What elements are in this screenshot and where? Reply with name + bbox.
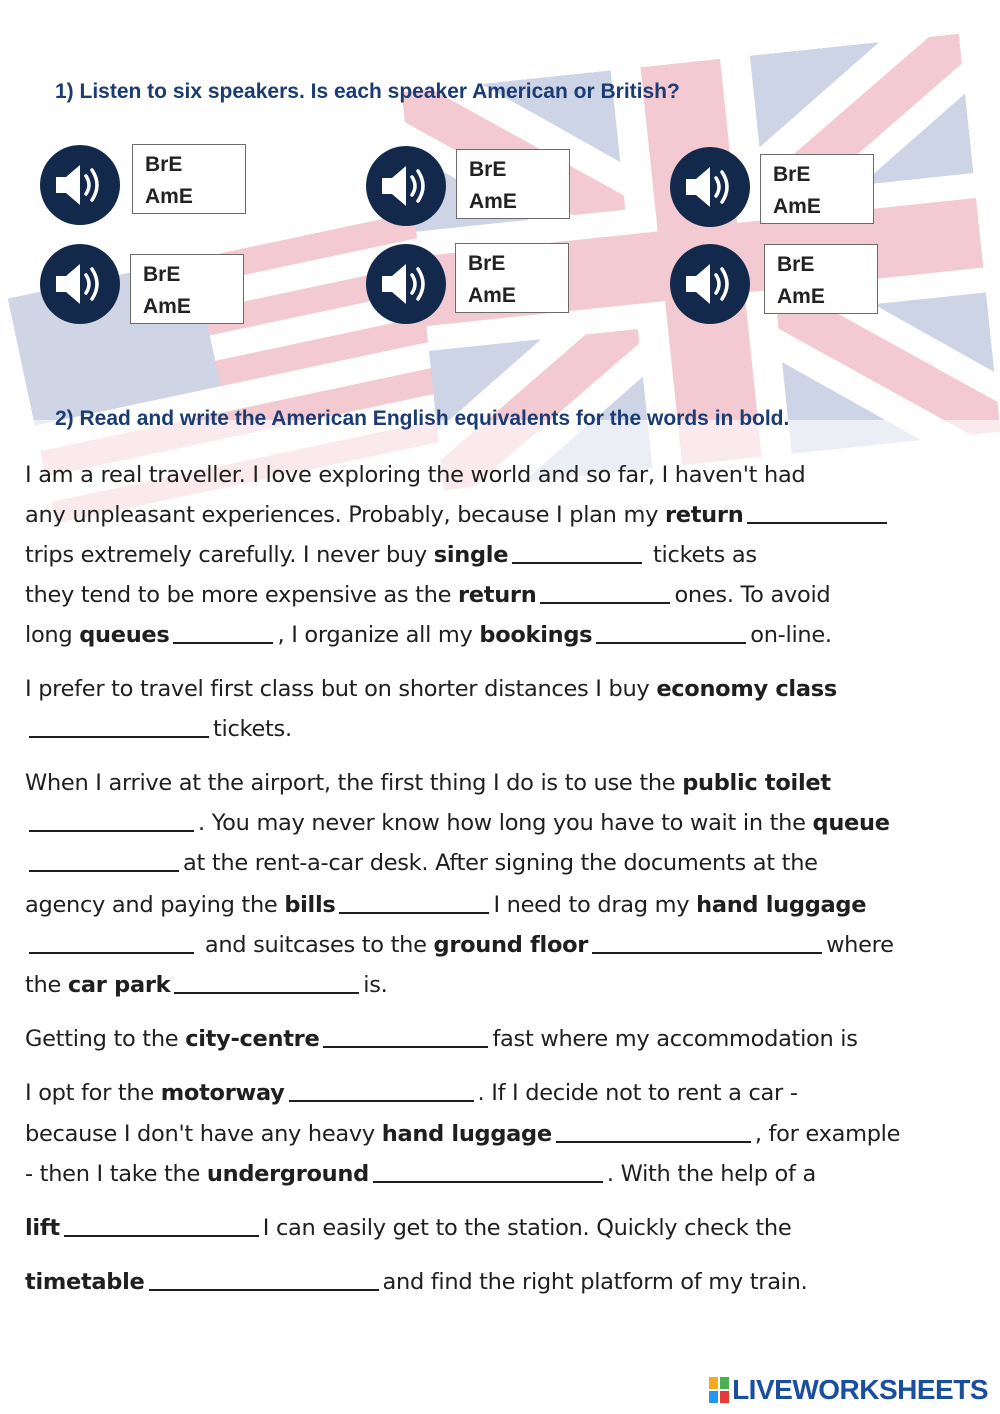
answer-blank[interactable] bbox=[747, 504, 887, 524]
passage-text: I opt for the bbox=[25, 1080, 161, 1106]
speaker-5-answer-box bbox=[455, 243, 569, 313]
passage-line bbox=[25, 502, 891, 528]
bold-word: public toilet bbox=[682, 770, 831, 796]
passage-line bbox=[25, 1269, 807, 1295]
answer-blank[interactable] bbox=[556, 1123, 751, 1143]
passage-text: and suitcases to the bbox=[198, 932, 434, 958]
passage-line bbox=[25, 582, 830, 608]
bold-word: queue bbox=[812, 810, 890, 836]
brand-name: LIVEWORKSHEETS bbox=[732, 1374, 988, 1405]
answer-blank[interactable] bbox=[29, 852, 179, 872]
speaker-2-answer-box bbox=[456, 149, 570, 219]
brand-logo bbox=[709, 1374, 988, 1406]
option-bre[interactable]: BrE bbox=[773, 163, 811, 186]
passage-line bbox=[25, 462, 805, 488]
speaker-3-play-button[interactable] bbox=[670, 147, 750, 227]
bold-word: bookings bbox=[479, 622, 593, 648]
option-ame[interactable]: AmE bbox=[143, 295, 191, 318]
option-bre[interactable]: BrE bbox=[777, 253, 815, 276]
bold-word: hand luggage bbox=[696, 892, 867, 918]
passage-line bbox=[25, 1215, 791, 1241]
answer-blank[interactable] bbox=[512, 544, 642, 564]
option-ame[interactable]: AmE bbox=[773, 195, 821, 218]
section-1-heading: 1) Listen to six speakers. Is each speaker American or British? bbox=[55, 80, 680, 103]
bold-word: ground floor bbox=[433, 932, 589, 958]
passage-text: Getting to the bbox=[25, 1026, 186, 1052]
answer-blank[interactable] bbox=[596, 624, 746, 644]
passage-text: I need to drag my bbox=[493, 892, 697, 918]
passage-text: I can easily get to the station. Quickly check the bbox=[262, 1215, 792, 1241]
answer-blank[interactable] bbox=[64, 1217, 259, 1237]
answer-blank[interactable] bbox=[540, 584, 670, 604]
answer-blank[interactable] bbox=[339, 894, 489, 914]
answer-blank[interactable] bbox=[323, 1028, 488, 1048]
passage-line bbox=[25, 932, 894, 958]
passage-text: . You may never know how long you have to wait in the bbox=[198, 810, 813, 836]
speaker-6-play-button[interactable] bbox=[670, 244, 750, 324]
answer-blank[interactable] bbox=[289, 1082, 474, 1102]
passage-text: the bbox=[25, 972, 68, 998]
passage-text: I prefer to travel first class but on shorter distances I buy bbox=[25, 676, 657, 702]
option-bre[interactable]: BrE bbox=[143, 263, 181, 286]
speaker-4-play-button[interactable] bbox=[40, 244, 120, 324]
passage-line bbox=[25, 676, 837, 702]
passage-line bbox=[25, 622, 832, 648]
passage-text: fast where my accommodation is bbox=[492, 1026, 858, 1052]
passage-line bbox=[25, 892, 866, 918]
bold-word: bills bbox=[284, 892, 336, 918]
speaker-icon bbox=[378, 162, 434, 210]
option-bre[interactable]: BrE bbox=[469, 158, 507, 181]
speaker-icon bbox=[378, 260, 434, 308]
speaker-3-answer-box bbox=[760, 154, 874, 224]
passage-text: trips extremely carefully. I never buy bbox=[25, 542, 434, 568]
answer-blank[interactable] bbox=[373, 1163, 603, 1183]
passage-text: . With the help of a bbox=[606, 1161, 816, 1187]
passage-line bbox=[25, 850, 818, 876]
passage-text: agency and paying the bbox=[25, 892, 285, 918]
speaker-5-play-button[interactable] bbox=[366, 244, 446, 324]
passage-line bbox=[25, 1121, 900, 1147]
option-bre[interactable]: BrE bbox=[145, 153, 183, 176]
passage-text: I am a real traveller. I love exploring the world and so far, I haven't had bbox=[25, 462, 806, 488]
answer-blank[interactable] bbox=[174, 974, 359, 994]
liveworksheets-mark-icon bbox=[709, 1377, 729, 1403]
passage-text: . If I decide not to rent a car - bbox=[477, 1080, 798, 1106]
answer-blank[interactable] bbox=[29, 718, 209, 738]
passage-text: tickets as bbox=[646, 542, 757, 568]
passage-text: When I arrive at the airport, the first thing I do is to use the bbox=[25, 770, 683, 796]
answer-blank[interactable] bbox=[592, 934, 822, 954]
passage-text: and find the right platform of my train. bbox=[382, 1269, 808, 1295]
bold-word: return bbox=[457, 582, 537, 608]
passage-line bbox=[25, 810, 890, 836]
answer-blank[interactable] bbox=[29, 812, 194, 832]
section-2-heading: 2) Read and write the American English equivalents for the words in bold. bbox=[55, 407, 790, 430]
speaker-icon bbox=[682, 260, 738, 308]
passage-text: is. bbox=[363, 972, 388, 998]
bold-word: city-centre bbox=[185, 1026, 320, 1052]
option-bre[interactable]: BrE bbox=[468, 252, 506, 275]
passage-text: any unpleasant experiences. Probably, because I plan my bbox=[25, 502, 665, 528]
speaker-1-play-button[interactable] bbox=[40, 145, 120, 225]
passage-line bbox=[25, 542, 757, 568]
answer-blank[interactable] bbox=[29, 934, 194, 954]
passage-text: they tend to be more expensive as the bbox=[25, 582, 458, 608]
bold-word: queues bbox=[79, 622, 170, 648]
passage-text: because I don't have any heavy bbox=[25, 1121, 382, 1147]
passage-line bbox=[25, 1026, 858, 1052]
bold-word: underground bbox=[206, 1161, 369, 1187]
bold-word: timetable bbox=[25, 1269, 145, 1295]
bold-word: economy class bbox=[656, 676, 837, 702]
option-ame[interactable]: AmE bbox=[468, 284, 516, 307]
passage-text: , for example bbox=[754, 1121, 901, 1147]
option-ame[interactable]: AmE bbox=[145, 185, 193, 208]
passage-text: on-line. bbox=[750, 622, 832, 648]
passage-text: where bbox=[826, 932, 894, 958]
speaker-6-answer-box bbox=[764, 244, 878, 314]
answer-blank[interactable] bbox=[149, 1271, 379, 1291]
option-ame[interactable]: AmE bbox=[469, 190, 517, 213]
passage-text: - then I take the bbox=[25, 1161, 207, 1187]
passage-text: , I organize all my bbox=[277, 622, 480, 648]
passage-line bbox=[25, 1161, 816, 1187]
passage-line bbox=[25, 770, 831, 796]
bold-word: car park bbox=[67, 972, 171, 998]
option-ame[interactable]: AmE bbox=[777, 285, 825, 308]
passage-text: at the rent-a-car desk. After signing the documents at the bbox=[183, 850, 818, 876]
speaker-icon bbox=[52, 161, 108, 209]
bold-word: hand luggage bbox=[381, 1121, 552, 1147]
passage-line bbox=[25, 1080, 798, 1106]
passage-line bbox=[25, 716, 292, 742]
bold-word: return bbox=[664, 502, 744, 528]
bold-word: lift bbox=[25, 1215, 60, 1241]
speaker-2-play-button[interactable] bbox=[366, 146, 446, 226]
passage-text: tickets. bbox=[213, 716, 292, 742]
passage-text: long bbox=[25, 622, 80, 648]
speaker-4-answer-box bbox=[130, 254, 244, 324]
speaker-1-answer-box bbox=[132, 144, 246, 214]
speaker-icon bbox=[682, 163, 738, 211]
answer-blank[interactable] bbox=[173, 624, 273, 644]
passage-text: ones. To avoid bbox=[674, 582, 831, 608]
passage-line bbox=[25, 972, 388, 998]
bold-word: single bbox=[433, 542, 509, 568]
bold-word: motorway bbox=[160, 1080, 285, 1106]
speaker-icon bbox=[52, 260, 108, 308]
